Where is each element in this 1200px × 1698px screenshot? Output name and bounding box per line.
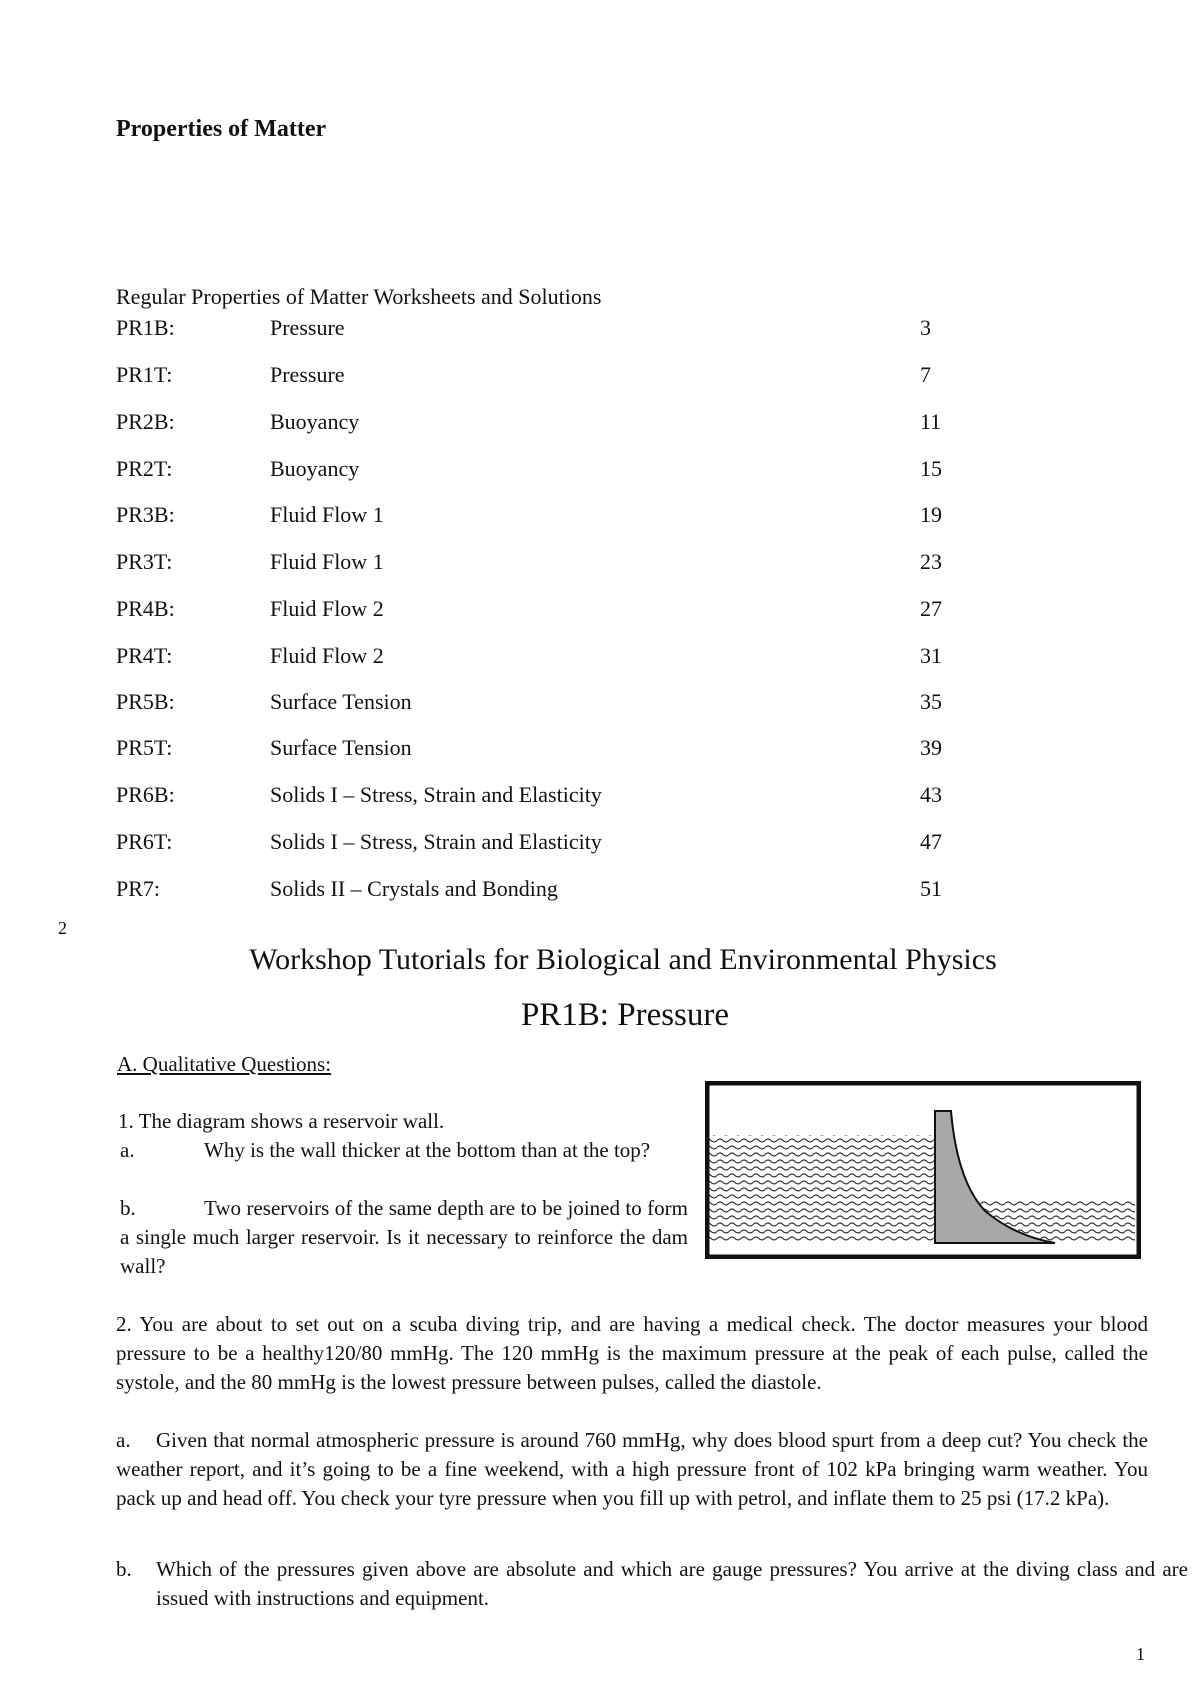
toc-row	[116, 315, 976, 345]
toc-code: PR5B:	[116, 689, 175, 714]
worksheet-title: Workshop Tutorials for Biological and Environmental Physics	[249, 943, 997, 976]
question-label: b.	[116, 1557, 132, 1581]
toc-page: 3	[920, 315, 931, 340]
toc-row	[116, 549, 976, 579]
toc-code: PR2B:	[116, 409, 175, 434]
question-text: Which of the pressures given above are absolute and which are gauge pressures? You arrive at the diving class and are issued with instructions and equipment.	[156, 1557, 1188, 1610]
question-2a	[116, 1426, 1148, 1513]
toc-topic: Fluid Flow 2	[270, 643, 384, 668]
toc-row	[116, 596, 976, 626]
toc-topic: Buoyancy	[270, 456, 360, 481]
question-1-intro: 1. The diagram shows a reservoir wall.	[118, 1109, 445, 1133]
toc-row	[116, 643, 976, 673]
toc-page: 11	[920, 409, 942, 434]
toc-code: PR2T:	[116, 456, 173, 481]
toc-page: 7	[920, 362, 931, 387]
toc-topic: Buoyancy	[270, 409, 360, 434]
toc-code: PR7:	[116, 876, 161, 901]
toc-page: 51	[920, 876, 942, 901]
toc-code: PR6T:	[116, 829, 173, 854]
toc-page: 31	[920, 643, 942, 668]
toc-topic: Fluid Flow 2	[270, 596, 384, 621]
toc-topic: Solids II – Crystals and Bonding	[270, 876, 558, 901]
toc-code: PR4B:	[116, 596, 175, 621]
question-label: a.	[120, 1138, 135, 1162]
toc-row	[116, 456, 976, 486]
toc-row	[116, 409, 976, 439]
toc-row	[116, 502, 976, 532]
toc-row	[116, 735, 976, 765]
toc-code: PR4T:	[116, 643, 173, 668]
question-2b	[116, 1555, 1188, 1613]
page-number: 2	[58, 918, 67, 938]
reservoir-wall-diagram	[705, 1081, 1141, 1259]
toc-page: 23	[920, 549, 942, 574]
question-1b	[120, 1194, 688, 1281]
toc-row	[116, 362, 976, 392]
question-text: Why is the wall thicker at the bottom than at the top?	[204, 1138, 651, 1162]
toc-code: PR5T:	[116, 735, 173, 760]
toc-code: PR3T:	[116, 549, 173, 574]
question-2: 2. You are about to set out on a scuba diving trip, and are having a medical check. The doctor measures your blood pressure to be a healthy120/80 mmHg. The 120 mmHg is the maximum pressure at the peak of each pulse, called the systole, and the 80 mmHg is the lowest pressure between pulses, called the diastole.	[116, 1312, 1148, 1394]
toc-topic: Pressure	[270, 315, 345, 340]
toc-topic: Surface Tension	[270, 689, 412, 714]
question-label: b.	[120, 1196, 136, 1220]
toc-topic: Fluid Flow 1	[270, 502, 384, 527]
toc-page: 15	[920, 456, 942, 481]
toc-page: 47	[920, 829, 942, 854]
toc-heading: Regular Properties of Matter Worksheets and Solutions	[116, 284, 602, 309]
toc-page: 39	[920, 735, 942, 760]
toc-page: 35	[920, 689, 942, 714]
toc-topic: Solids I – Stress, Strain and Elasticity	[270, 782, 602, 807]
toc-page: 27	[920, 596, 942, 621]
toc-row	[116, 782, 976, 812]
toc-code: PR6B:	[116, 782, 175, 807]
document-title: Properties of Matter	[116, 116, 327, 142]
toc-topic: Pressure	[270, 362, 345, 387]
toc-code: PR3B:	[116, 502, 175, 527]
toc-page: 19	[920, 502, 942, 527]
question-1a	[120, 1136, 688, 1165]
deep-water	[709, 1135, 935, 1243]
section-heading: A. Qualitative Questions:	[117, 1052, 332, 1076]
toc-topic: Solids I – Stress, Strain and Elasticity	[270, 829, 602, 854]
worksheet-subtitle: PR1B: Pressure	[520, 997, 730, 1033]
toc-topic: Surface Tension	[270, 735, 412, 760]
question-label: a.	[116, 1428, 131, 1452]
toc-page: 43	[920, 782, 942, 807]
toc-code: PR1T:	[116, 362, 173, 387]
question-text: Given that normal atmospheric pressure is around 760 mmHg, why does blood spurt from a deep cut? You check the weather report, and it’s going to be a fine weekend, with a high pressure front of 102 kPa bringing warm weather. You pack up and head off. You check your tyre pressure when you fill up with petrol, and inflate them to 25 psi (17.2 kPa).	[116, 1428, 1148, 1510]
toc-code: PR1B:	[116, 315, 175, 340]
question-text: Two reservoirs of the same depth are to be joined to form a single much larger reservoir. Is it necessary to reinforce the dam wall?	[120, 1196, 688, 1278]
toc-row	[116, 829, 976, 859]
toc-row	[116, 876, 976, 906]
toc-row	[116, 689, 976, 719]
page-number: 1	[1136, 1644, 1145, 1664]
toc-topic: Fluid Flow 1	[270, 549, 384, 574]
